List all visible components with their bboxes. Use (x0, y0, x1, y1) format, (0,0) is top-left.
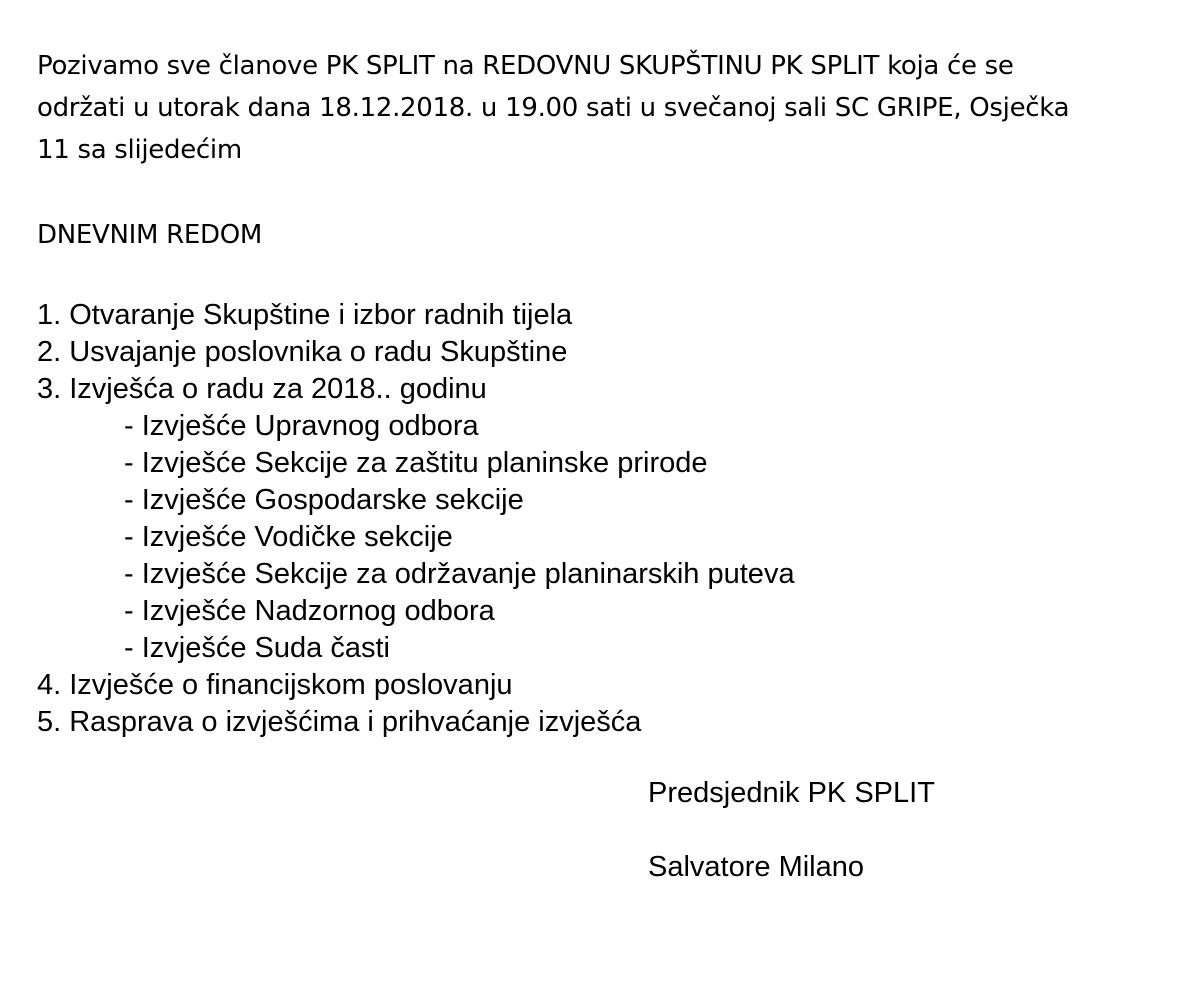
agenda-subitem: - Izvješće Sekcije za zaštitu planinske prirode (124, 447, 708, 479)
agenda-item: 1. Otvaranje Skupštine i izbor radnih tijela (37, 299, 573, 331)
signatory-title: Predsjednik PK SPLIT (648, 777, 935, 809)
agenda-heading: DNEVNIM REDOM (37, 220, 263, 250)
agenda-subitem: - Izvješće Suda časti (124, 632, 390, 664)
agenda-subitem: - Izvješće Nadzornog odbora (124, 595, 495, 627)
agenda-item: 3. Izvješća o radu za 2018.. godinu (37, 373, 487, 405)
agenda-item: 5. Rasprava o izvješćima i prihvaćanje izvješća (37, 706, 642, 738)
invitation-line: održati u utorak dana 18.12.2018. u 19.00 sati u svečanoj sali SC GRIPE, Osječka (37, 93, 1070, 123)
agenda-subitem: - Izvješće Gospodarske sekcije (124, 484, 524, 516)
agenda-item: 4. Izvješće o financijskom poslovanju (37, 669, 513, 701)
signature-block (648, 775, 935, 886)
agenda-item: 2. Usvajanje poslovnika o radu Skupštine (37, 336, 568, 368)
invitation-line: 11 sa slijedećim (37, 135, 242, 165)
agenda-subitem: - Izvješće Vodičke sekcije (124, 521, 453, 553)
agenda-subitem: - Izvješće Sekcije za održavanje planinarskih puteva (124, 558, 795, 590)
invitation-line: Pozivamo sve članove PK SPLIT na REDOVNU SKUPŠTINU PK SPLIT koja će se (37, 51, 1014, 81)
agenda-subitem: - Izvješće Upravnog odbora (124, 410, 479, 442)
invitation-paragraph (37, 45, 1187, 171)
signatory-name: Salvatore Milano (648, 851, 864, 883)
agenda-list (37, 297, 795, 741)
